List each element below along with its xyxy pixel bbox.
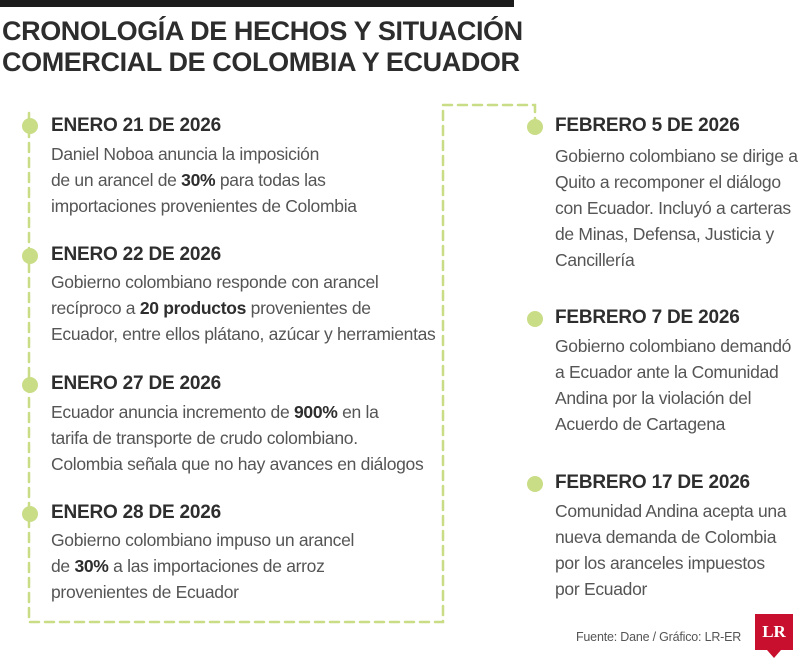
event-date: FEBRERO 5 DE 2026 <box>555 115 740 136</box>
highlight-value: 20 productos <box>139 298 247 318</box>
description-line <box>555 550 786 576</box>
event-description <box>555 498 786 602</box>
description-text: Ecuador, entre ellos plátano, azúcar y herramientas <box>51 324 436 344</box>
description-line <box>555 498 786 524</box>
description-line <box>555 169 798 195</box>
event-description <box>51 527 354 605</box>
description-line <box>51 451 423 477</box>
description-line <box>51 399 423 425</box>
description-text: importaciones provenientes de Colombia <box>51 196 357 216</box>
description-line <box>51 141 357 167</box>
description-text: de un arancel de <box>51 170 182 190</box>
title-line-2: COMERCIAL DE COLOMBIA Y ECUADOR <box>2 47 520 77</box>
description-text: Cancillería <box>555 250 635 270</box>
logo-tail <box>767 650 781 658</box>
description-text: por Ecuador <box>555 579 648 599</box>
description-line <box>51 553 354 579</box>
description-text: con Ecuador. Incluyó a carteras <box>555 198 791 218</box>
timeline-dot <box>527 476 543 492</box>
description-text: nueva demanda de Colombia <box>555 527 777 547</box>
description-text: Quito a recomponer el diálogo <box>555 172 781 192</box>
description-text: para todas las <box>215 170 326 190</box>
description-text: recíproco a <box>51 298 140 318</box>
description-line <box>555 247 798 273</box>
description-text: a las importaciones de arroz <box>108 556 325 576</box>
event-description <box>51 141 357 219</box>
description-text: tarifa de transporte de crudo colombiano. <box>51 428 358 448</box>
event-description <box>555 143 798 273</box>
event-description <box>51 399 423 477</box>
description-text: a Ecuador ante la Comunidad <box>555 362 779 382</box>
description-line <box>555 143 798 169</box>
description-text: Ecuador anuncia incremento de <box>51 402 294 422</box>
title-line-1: CRONOLOGÍA DE HECHOS Y SITUACIÓN <box>2 16 523 46</box>
description-text: Acuerdo de Cartagena <box>555 414 726 434</box>
description-line <box>555 221 798 247</box>
timeline-dot <box>22 248 38 264</box>
description-line <box>51 579 354 605</box>
description-text: Gobierno colombiano se dirige a <box>555 146 798 166</box>
event-date: ENERO 21 DE 2026 <box>51 115 221 136</box>
description-text: Gobierno colombiano responde con arancel <box>51 272 379 292</box>
event-description <box>555 333 791 437</box>
event-date: ENERO 28 DE 2026 <box>51 502 221 523</box>
timeline-dot <box>22 506 38 522</box>
timeline-dot <box>22 377 38 393</box>
highlight-value: 900% <box>293 402 338 422</box>
description-line <box>51 527 354 553</box>
description-line <box>51 295 436 321</box>
description-line <box>51 269 436 295</box>
description-text: Daniel Noboa anuncia la imposición <box>51 144 320 164</box>
description-text: Gobierno colombiano demandó <box>555 336 792 356</box>
description-text: Gobierno colombiano impuso un arancel <box>51 530 355 550</box>
description-line <box>51 193 357 219</box>
description-text: Comunidad Andina acepta una <box>555 501 787 521</box>
description-line <box>555 411 791 437</box>
source-credit: Fuente: Dane / Gráfico: LR-ER <box>576 630 742 644</box>
highlight-value: 30% <box>181 170 216 190</box>
event-description <box>51 269 436 347</box>
timeline-dot <box>22 118 38 134</box>
description-text: por los aranceles impuestos <box>555 553 765 573</box>
event-date: FEBRERO 7 DE 2026 <box>555 307 740 328</box>
timeline-dot <box>527 119 543 135</box>
description-line <box>51 425 423 451</box>
description-text: en la <box>337 402 379 422</box>
description-line <box>555 385 791 411</box>
description-text: provenientes de <box>246 298 371 318</box>
description-text: Colombia señala que no hay avances en diálogos <box>51 454 424 474</box>
description-line <box>555 524 786 550</box>
description-text: de Minas, Defensa, Justicia y <box>555 224 774 244</box>
description-text: provenientes de Ecuador <box>51 582 239 602</box>
highlight-value: 30% <box>74 556 109 576</box>
description-line <box>51 167 357 193</box>
lr-logo <box>755 614 793 658</box>
description-line <box>555 359 791 385</box>
logo-mark: LR <box>755 614 793 650</box>
description-line <box>51 321 436 347</box>
description-text: Andina por la violación del <box>555 388 752 408</box>
description-line <box>555 333 791 359</box>
event-date: ENERO 22 DE 2026 <box>51 244 221 265</box>
description-text: de <box>51 556 75 576</box>
description-line <box>555 576 786 602</box>
event-date: ENERO 27 DE 2026 <box>51 373 221 394</box>
event-date: FEBRERO 17 DE 2026 <box>555 472 750 493</box>
description-line <box>555 195 798 221</box>
timeline-dot <box>527 311 543 327</box>
